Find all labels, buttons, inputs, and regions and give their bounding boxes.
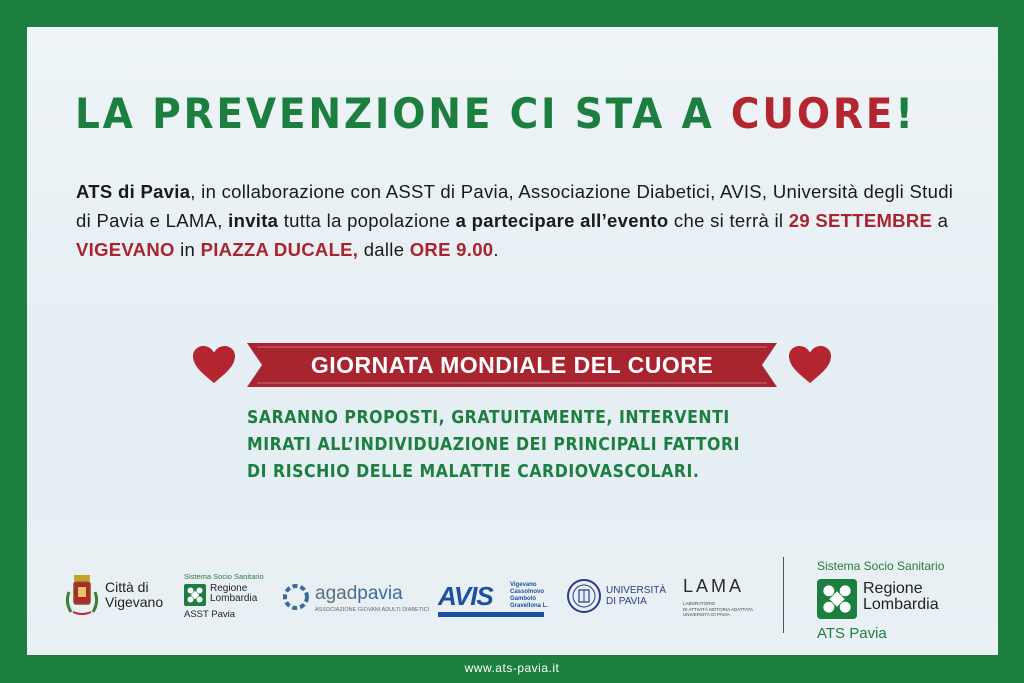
avis-location: Vigevano: [510, 582, 537, 588]
ats-regione-text: [863, 581, 939, 613]
heart-icon: [192, 345, 236, 385]
agad-name: [315, 583, 403, 605]
banner-label: GIORNATA MONDIALE DEL CUORE: [310, 351, 714, 378]
ats-unit-label: ATS Pavia: [817, 625, 887, 642]
vigevano-line: Vigevano: [105, 594, 164, 610]
partner-logos: [27, 552, 998, 642]
intro-text: tutta la popolazione: [278, 210, 456, 231]
title-exclamation: !: [895, 89, 916, 138]
unipv-text: [606, 585, 666, 607]
asst-regione-text: [210, 584, 257, 604]
poster-panel: [27, 27, 998, 655]
services-line: SARANNO PROPOSTI, GRATUITAMENTE, INTERVENTI: [247, 408, 730, 428]
services-description: [247, 405, 740, 486]
logo-lama: [683, 576, 753, 618]
regione-lombardia-mark-icon: [817, 579, 857, 619]
agad-ring-icon: [281, 582, 311, 612]
lama-sub-line: UNIVERSITÀ DI PAVIA: [683, 612, 730, 617]
city-crest-icon: [63, 572, 101, 618]
avis-name: AVIS: [438, 581, 493, 611]
intro-text: dalle: [358, 239, 410, 260]
lama-sub-line: LABORATORIO: [683, 601, 716, 606]
avis-bar: [438, 612, 544, 617]
event-place: PIAZZA DUCALE,: [200, 239, 359, 260]
lama-sub-line: DI ATTIVITÀ MOTORIA ADATTATA: [683, 606, 754, 612]
banner-row: [192, 343, 832, 387]
asst-unit-label: ASST Pavia: [184, 609, 236, 620]
event-city: VIGEVANO: [76, 239, 175, 260]
regione-line: Regione: [210, 583, 248, 594]
intro-text: in: [174, 239, 201, 260]
heart-icon: [788, 345, 832, 385]
intro-text: che si terrà il: [668, 210, 789, 231]
vigevano-text: [105, 580, 163, 610]
intro-text: .: [493, 239, 499, 260]
services-line: MIRATI ALL’INDIVIDUAZIONE DEI PRINCIPALI FATTORI: [247, 435, 741, 455]
agad-subtitle: ASSOCIAZIONE GIOVANI ADULTI DIABETICI: [315, 607, 430, 613]
avis-location: Cassolnovo: [510, 589, 545, 595]
unipv-line: UNIVERSITÀ: [606, 585, 667, 596]
logo-ats-pavia: [817, 559, 945, 642]
event-date: 29 SETTEMBRE: [788, 210, 933, 231]
intro-invita: invita: [228, 210, 279, 231]
lombardia-line: Lombardia: [863, 596, 939, 613]
unipv-line: DI PAVIA: [606, 596, 647, 607]
intro-partecipare: a partecipare all’evento: [455, 210, 669, 231]
vigevano-line: Città di: [105, 579, 149, 595]
logo-asst-pavia: [184, 572, 264, 620]
intro-text: a: [932, 210, 949, 231]
lama-subtitle: [683, 601, 753, 618]
avis-location: Gravellona L.: [510, 603, 549, 609]
asst-system-label: Sistema Socio Sanitario: [184, 572, 264, 581]
university-seal-icon: [566, 578, 602, 614]
ats-system-label: Sistema Socio Sanitario: [817, 559, 945, 573]
intro-paragraph: [76, 177, 956, 264]
avis-location: Gambolò: [510, 596, 537, 602]
agad-name-part: agad: [315, 583, 358, 604]
services-line: DI RISCHIO DELLE MALATTIE CARDIOVASCOLARI.: [247, 462, 700, 482]
title-highlight: CUORE: [730, 89, 896, 138]
lama-name: LAMA: [683, 576, 745, 596]
lombardia-line: Lombardia: [210, 593, 258, 604]
event-time: ORE 9.00: [409, 239, 494, 260]
intro-text: , in collaborazione con ASST di Pavia, Associazione Diabetici, AVIS, Università degli Studi di Pavia e LAMA,: [76, 181, 954, 231]
logo-divider: [783, 557, 784, 633]
regione-line: Regione: [863, 580, 923, 597]
regione-lombardia-mark-icon: [184, 584, 206, 606]
website-link[interactable]: www.ats-pavia.it: [464, 661, 560, 675]
avis-locations: [510, 582, 548, 610]
title-text: LA PREVENZIONE CI STA A: [75, 89, 731, 138]
event-banner: [247, 343, 777, 387]
agad-name-part: pavia: [357, 583, 403, 604]
poster-title: [75, 89, 916, 138]
intro-ats: ATS di Pavia: [76, 181, 191, 202]
